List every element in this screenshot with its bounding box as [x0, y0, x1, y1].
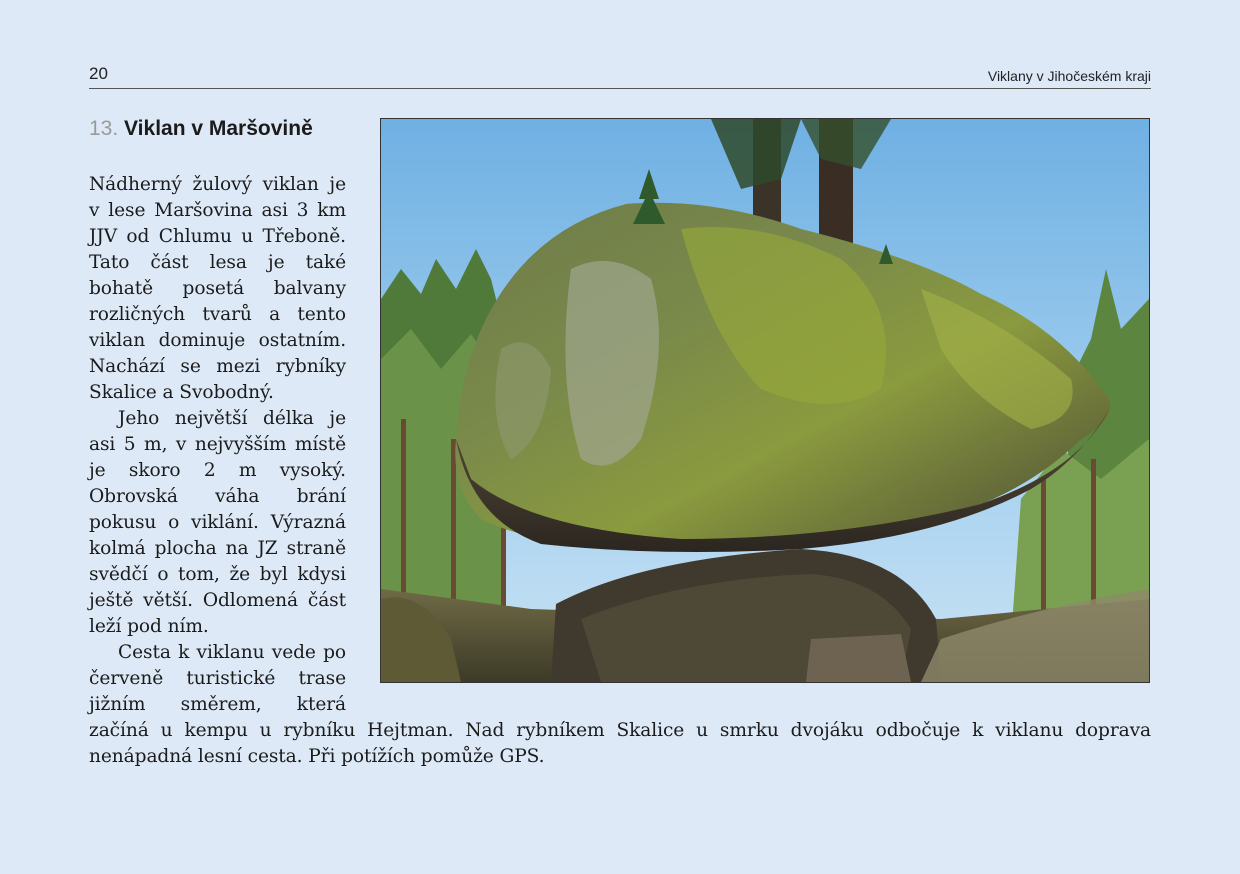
paragraph-3: Cesta k viklanu vede po červeně turistické trase jižním směrem, která začíná u kempu u rybníku Hejtman. Nad rybníkem Skalice u smrku dvojáku odbočuje k viklanu doprava nenápadná lesní cesta. Při potížích pomůže GPS. [89, 642, 1151, 767]
section-title: Viklan v Maršovině [124, 117, 313, 140]
paragraph-2: Jeho největší délka je asi 5 m, v nejvyšším místě je skoro 2 m vysoký. Obrovská váha brání pokusu o viklání. Výrazná kolmá plocha na JZ straně svědčí o tom, že byl kdysi ještě větší. Odlomená část leží pod ním. [89, 408, 346, 637]
article-body [89, 172, 1151, 770]
running-title: Viklany v Jihočeském kraji [987, 68, 1151, 84]
page-number: 20 [89, 64, 108, 83]
paragraph-1: Nádherný žulový viklan je v lese Maršovina asi 3 km JJV od Chlumu u Třeboně. Tato část lesa je také bohatě posetá balvany rozličných tvarů a tento viklan dominuje ostatním. Nachází se mezi rybníky Skalice a Svobodný. [89, 174, 346, 403]
header-rule [89, 88, 1151, 89]
section-heading [89, 115, 313, 143]
photo-float-spacer [346, 172, 1151, 694]
section-number: 13. [89, 117, 119, 140]
